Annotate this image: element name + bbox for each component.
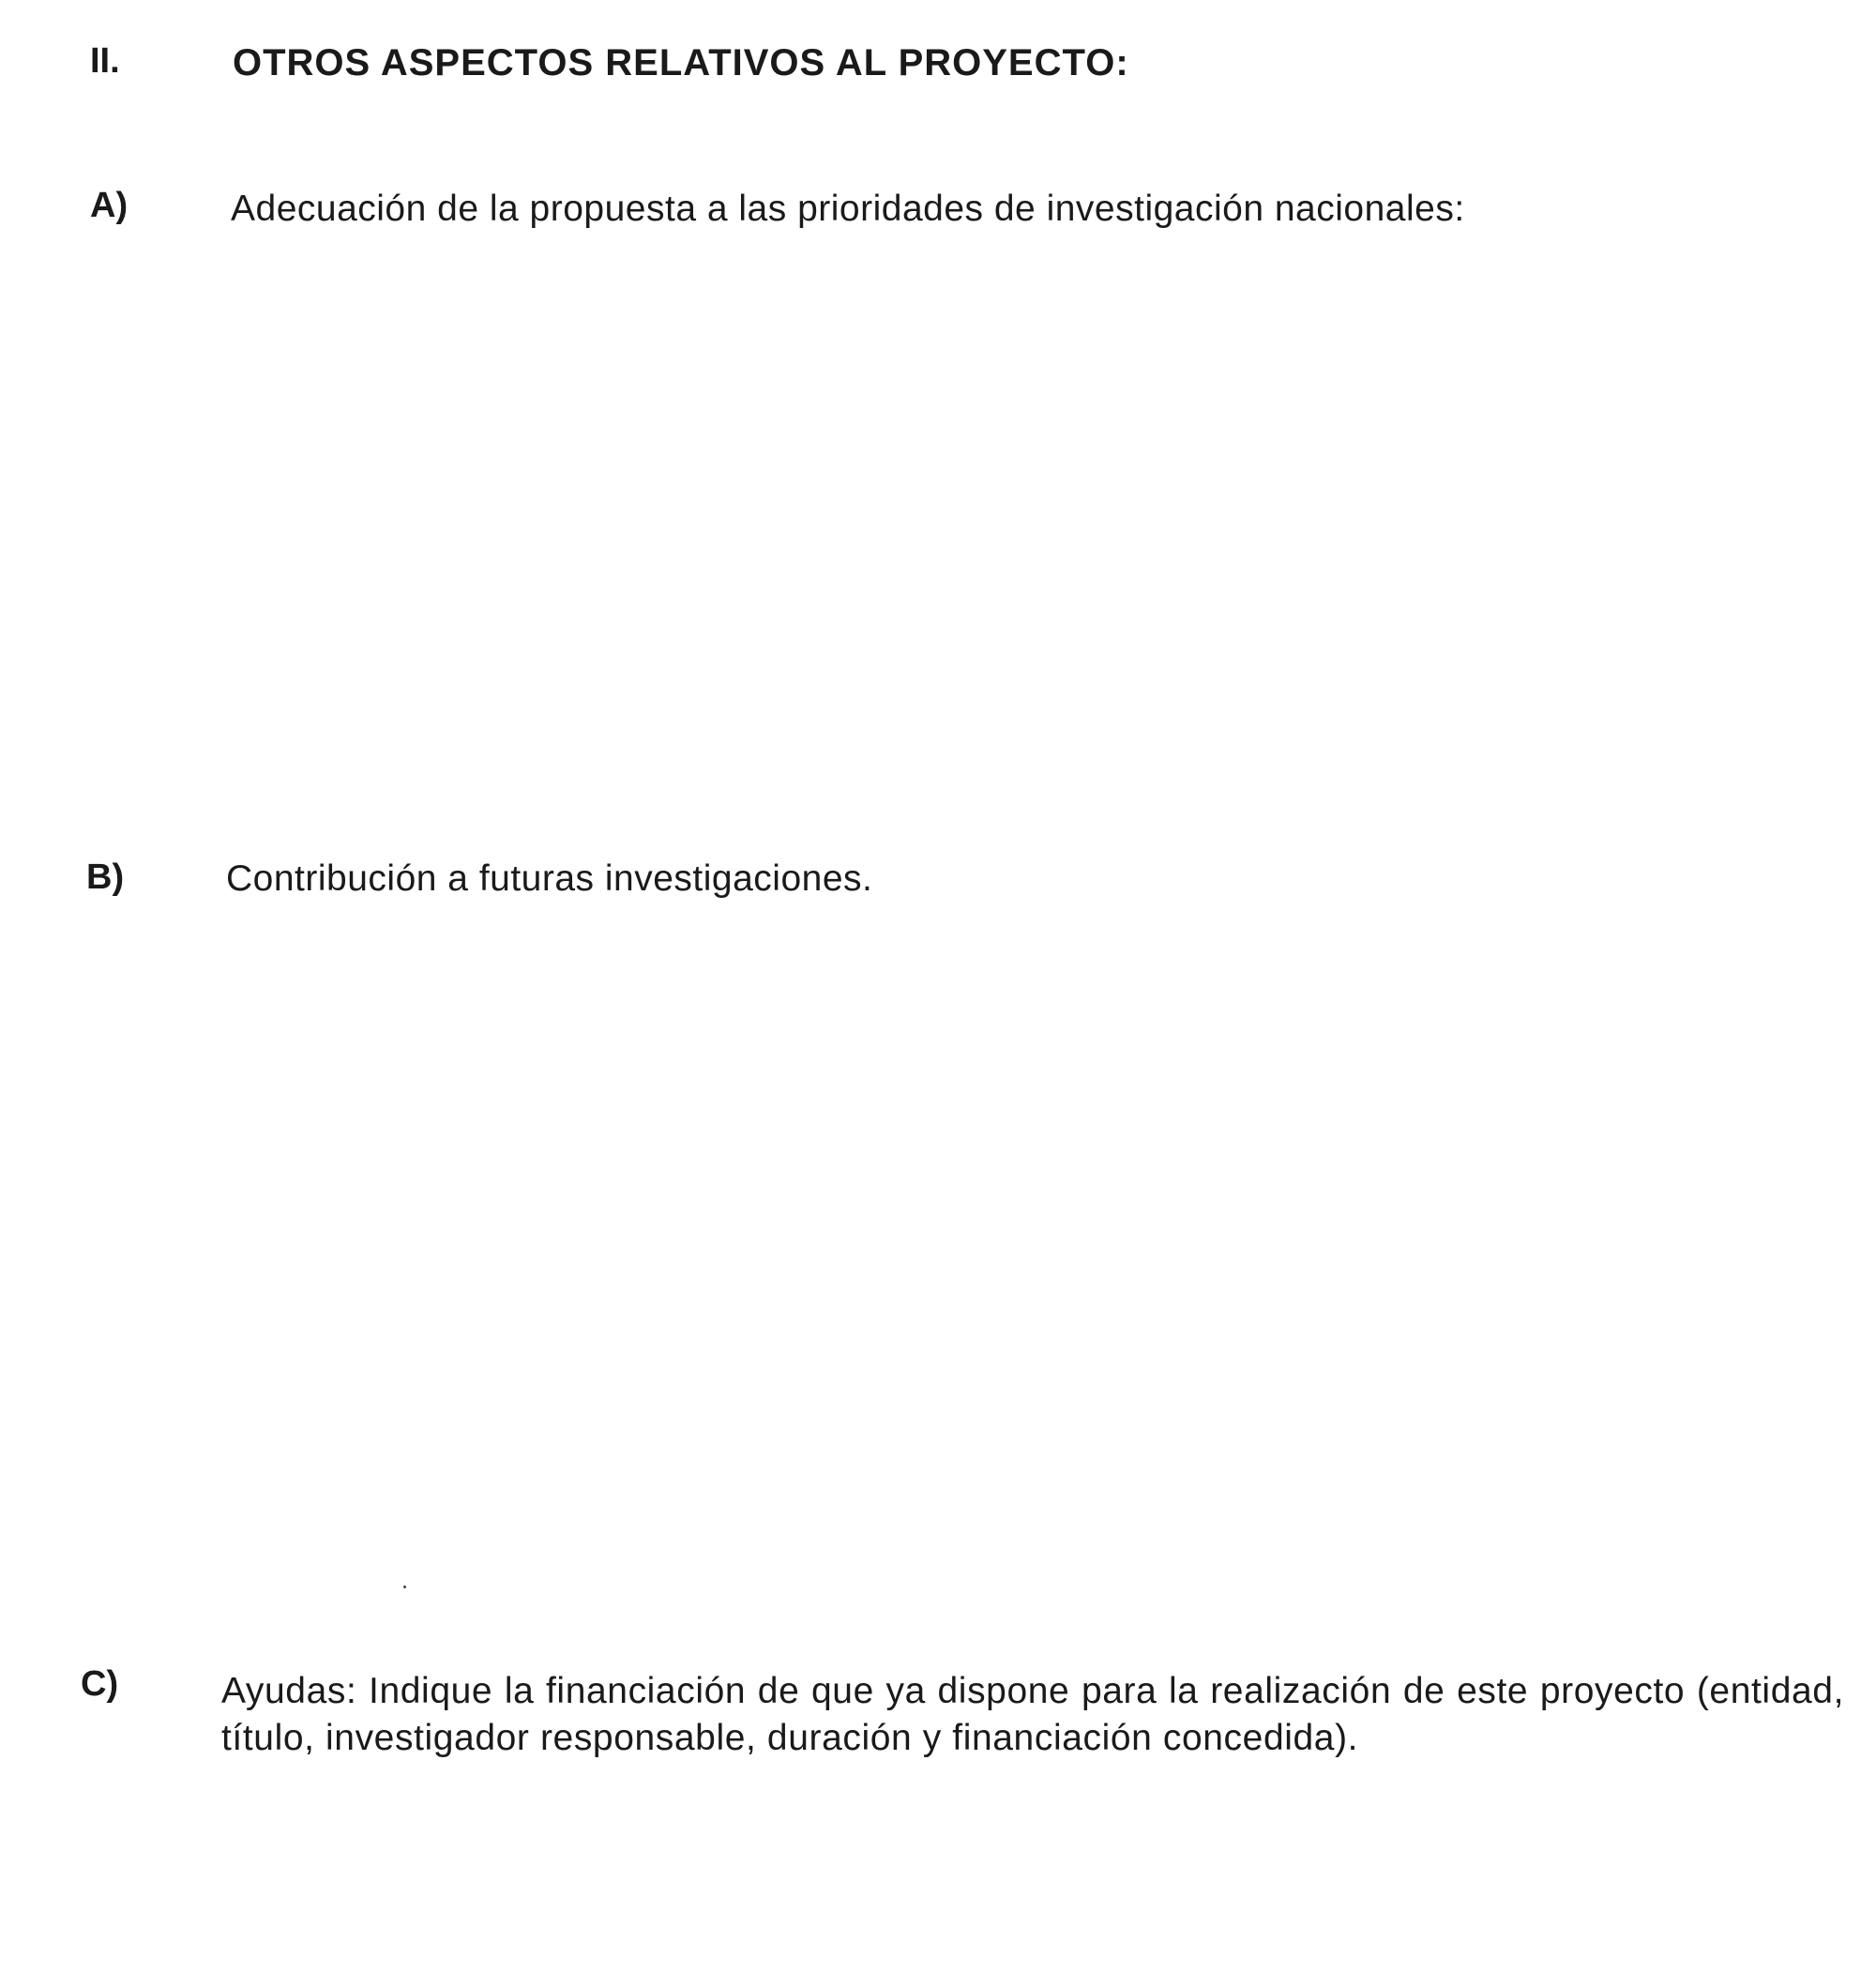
item-c-text: Ayudas: Indique la financiación de que ya dispone para la realización de este proyecto (entidad, título, investigador responsable, duración y financiación concedida).	[221, 1671, 1844, 1758]
item-c-marker: C)	[81, 1664, 119, 1704]
item-b-text: Contribución a futuras investigaciones.	[226, 858, 873, 899]
item-a-text: Adecuación de la propuesta a las prioridades de investigación nacionales:	[231, 189, 1465, 229]
item-a-marker: A)	[90, 186, 129, 225]
scan-speck	[403, 1586, 406, 1588]
section-title: OTROS ASPECTOS RELATIVOS AL PROYECTO:	[233, 42, 1129, 83]
section-number: II.	[90, 41, 120, 81]
item-b-marker: B)	[86, 857, 125, 897]
